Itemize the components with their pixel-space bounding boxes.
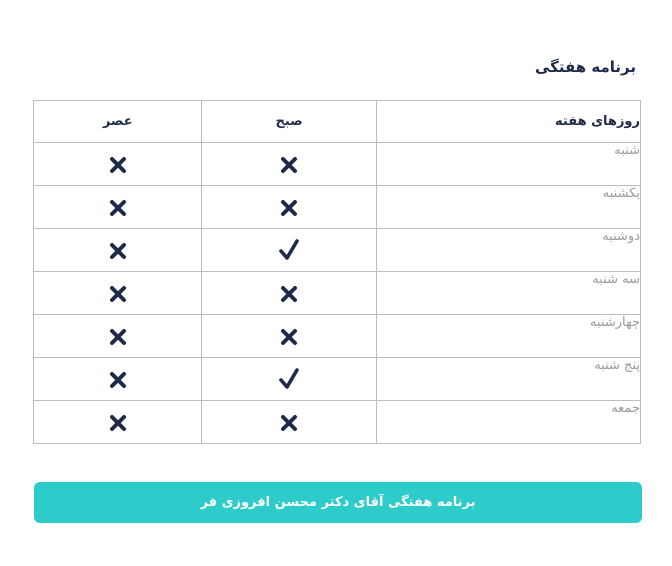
table-row	[34, 143, 641, 186]
day-name: دوشنبه	[376, 229, 640, 272]
cross-icon	[280, 283, 298, 302]
table-row	[34, 315, 641, 358]
cross-icon	[280, 326, 298, 345]
evening-status	[34, 401, 202, 444]
table-row	[34, 186, 641, 229]
morning-status	[202, 143, 376, 186]
cross-icon	[109, 283, 127, 302]
cross-icon	[109, 326, 127, 345]
cross-icon	[109, 197, 127, 216]
table-row	[34, 358, 641, 401]
morning-status	[202, 186, 376, 229]
evening-status	[34, 358, 202, 401]
table-row	[34, 229, 641, 272]
cross-icon	[109, 154, 127, 173]
evening-status	[34, 186, 202, 229]
cross-icon	[280, 197, 298, 216]
cross-icon	[109, 412, 127, 431]
morning-status	[202, 358, 376, 401]
evening-status	[34, 315, 202, 358]
day-name: سه شنبه	[376, 272, 640, 315]
cross-icon	[109, 369, 127, 388]
cross-icon	[280, 154, 298, 173]
day-name: شنبه	[376, 143, 640, 186]
header-days-of-week: روزهای هفته	[376, 101, 640, 143]
day-name: پنج شنبه	[376, 358, 640, 401]
table-header-row	[34, 101, 641, 143]
page-title: برنامه هفتگی	[534, 58, 636, 76]
evening-status	[34, 229, 202, 272]
morning-status	[202, 272, 376, 315]
morning-status	[202, 229, 376, 272]
check-icon	[279, 369, 299, 388]
doctor-schedule-button[interactable]: برنامه هفتگی آقای دکتر محسن افروزی فر	[34, 482, 642, 523]
cross-icon	[280, 412, 298, 431]
check-icon	[279, 240, 299, 259]
day-name: جمعه	[376, 401, 640, 444]
morning-status	[202, 315, 376, 358]
table-row	[34, 401, 641, 444]
table-body	[34, 143, 641, 444]
cross-icon	[109, 240, 127, 259]
table-row	[34, 272, 641, 315]
header-morning: صبح	[202, 101, 376, 143]
header-evening: عصر	[34, 101, 202, 143]
morning-status	[202, 401, 376, 444]
day-name: یکشنبه	[376, 186, 640, 229]
evening-status	[34, 143, 202, 186]
day-name: چهارشنبه	[376, 315, 640, 358]
weekly-schedule-table	[33, 100, 641, 444]
evening-status	[34, 272, 202, 315]
